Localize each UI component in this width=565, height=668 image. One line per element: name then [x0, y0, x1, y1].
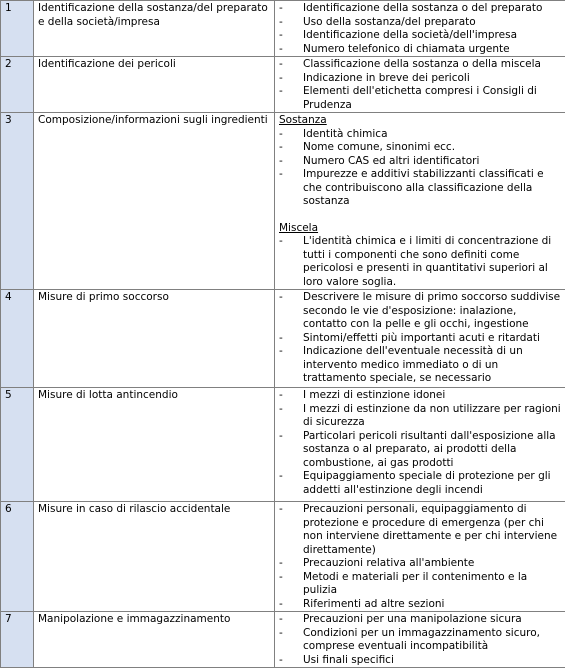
section-number: 5: [1, 388, 34, 502]
list-item: - Classificazione della sostanza o della miscela: [279, 58, 561, 72]
list-item: - Precauzioni per una manipolazione sicura: [279, 613, 561, 627]
spacer: [279, 209, 561, 222]
list-item: - Indicazione dell'eventuale necessità di un intervento medico immediato o di un trattamento speciale, se necessario: [279, 345, 561, 386]
table-row: [1, 612, 565, 668]
section-items: [275, 290, 565, 388]
section-items: [275, 113, 565, 290]
list-item: - Elementi dell'etichetta compresi i Consigli di Prudenza: [279, 85, 561, 112]
section-title: Identificazione della sostanza/del preparato e della società/impresa: [34, 1, 275, 57]
section-number: 3: [1, 113, 34, 290]
list-item: - Uso della sostanza/del preparato: [279, 16, 561, 30]
table-row: [1, 57, 565, 113]
list-item: - Numero telefonico di chiamata urgente: [279, 43, 561, 57]
list-item: - Identificazione della sostanza o del preparato: [279, 2, 561, 16]
list-item: - Indicazione in breve dei pericoli: [279, 72, 561, 86]
list-item: - Numero CAS ed altri identificatori: [279, 155, 561, 169]
section-number: 1: [1, 1, 34, 57]
section-items: [275, 388, 565, 502]
list-item: - Precauzioni personali, equipaggiamento di protezione e procedure di emergenza (per chi non interviene direttamente e per chi interviene direttamente): [279, 503, 561, 557]
section-items: [275, 57, 565, 113]
list-item: - I mezzi di estinzione idonei: [279, 389, 561, 403]
list-item: - Metodi e materiali per il contenimento e la pulizia: [279, 571, 561, 598]
section-title: Misure in caso di rilascio accidentale: [34, 502, 275, 612]
section-number: 4: [1, 290, 34, 388]
list-item: - Descrivere le misure di primo soccorso suddivise secondo le vie d'esposizione: inalazione, contatto con la pelle e gli occhi, ingestione: [279, 291, 561, 332]
table-row: [1, 1, 565, 57]
list-item: - Usi finali specifici: [279, 654, 561, 668]
list-item: - L'identità chimica e i limiti di concentrazione di tutti i componenti che sono definiti come pericolosi e presenti in quantitativi superiori al loro valore soglia.: [279, 235, 561, 289]
table-row: [1, 388, 565, 502]
list-item: - Sintomi/effetti più importanti acuti e ritardati: [279, 332, 561, 346]
list-item: - Condizioni per un immagazzinamento sicuro, comprese eventuali incompatibilità: [279, 627, 561, 654]
list-item: - Riferimenti ad altre sezioni: [279, 598, 561, 612]
section-number: 7: [1, 612, 34, 668]
table-row: [1, 502, 565, 612]
list-item: - Impurezze e additivi stabilizzanti classificati e che contribuiscono alla classificazione della sostanza: [279, 168, 561, 209]
mixture-heading: Miscela: [279, 222, 561, 236]
list-item: - Particolari pericoli risultanti dall'esposizione alla sostanza o al preparato, ai prodotti della combustione, ai gas prodotti: [279, 430, 561, 471]
section-title: Manipolazione e immagazzinamento: [34, 612, 275, 668]
list-item: - Identificazione della società/dell'impresa: [279, 29, 561, 43]
section-title: Composizione/informazioni sugli ingredienti: [34, 113, 275, 290]
table-row: [1, 113, 565, 290]
list-item: - Equipaggiamento speciale di protezione per gli addetti all'estinzione degli incendi: [279, 470, 561, 497]
list-item: - Identità chimica: [279, 128, 561, 142]
section-title: Misure di primo soccorso: [34, 290, 275, 388]
section-items: [275, 502, 565, 612]
section-title: Identificazione dei pericoli: [34, 57, 275, 113]
section-number: 2: [1, 57, 34, 113]
section-title: Misure di lotta antincendio: [34, 388, 275, 502]
table-row: [1, 290, 565, 388]
list-item: - Nome comune, sinonimi ecc.: [279, 141, 561, 155]
substance-heading: Sostanza: [279, 114, 561, 128]
section-items: [275, 1, 565, 57]
list-item: - I mezzi di estinzione da non utilizzare per ragioni di sicurezza: [279, 403, 561, 430]
section-items: [275, 612, 565, 668]
section-number: 6: [1, 502, 34, 612]
list-item: - Precauzioni relativa all'ambiente: [279, 557, 561, 571]
